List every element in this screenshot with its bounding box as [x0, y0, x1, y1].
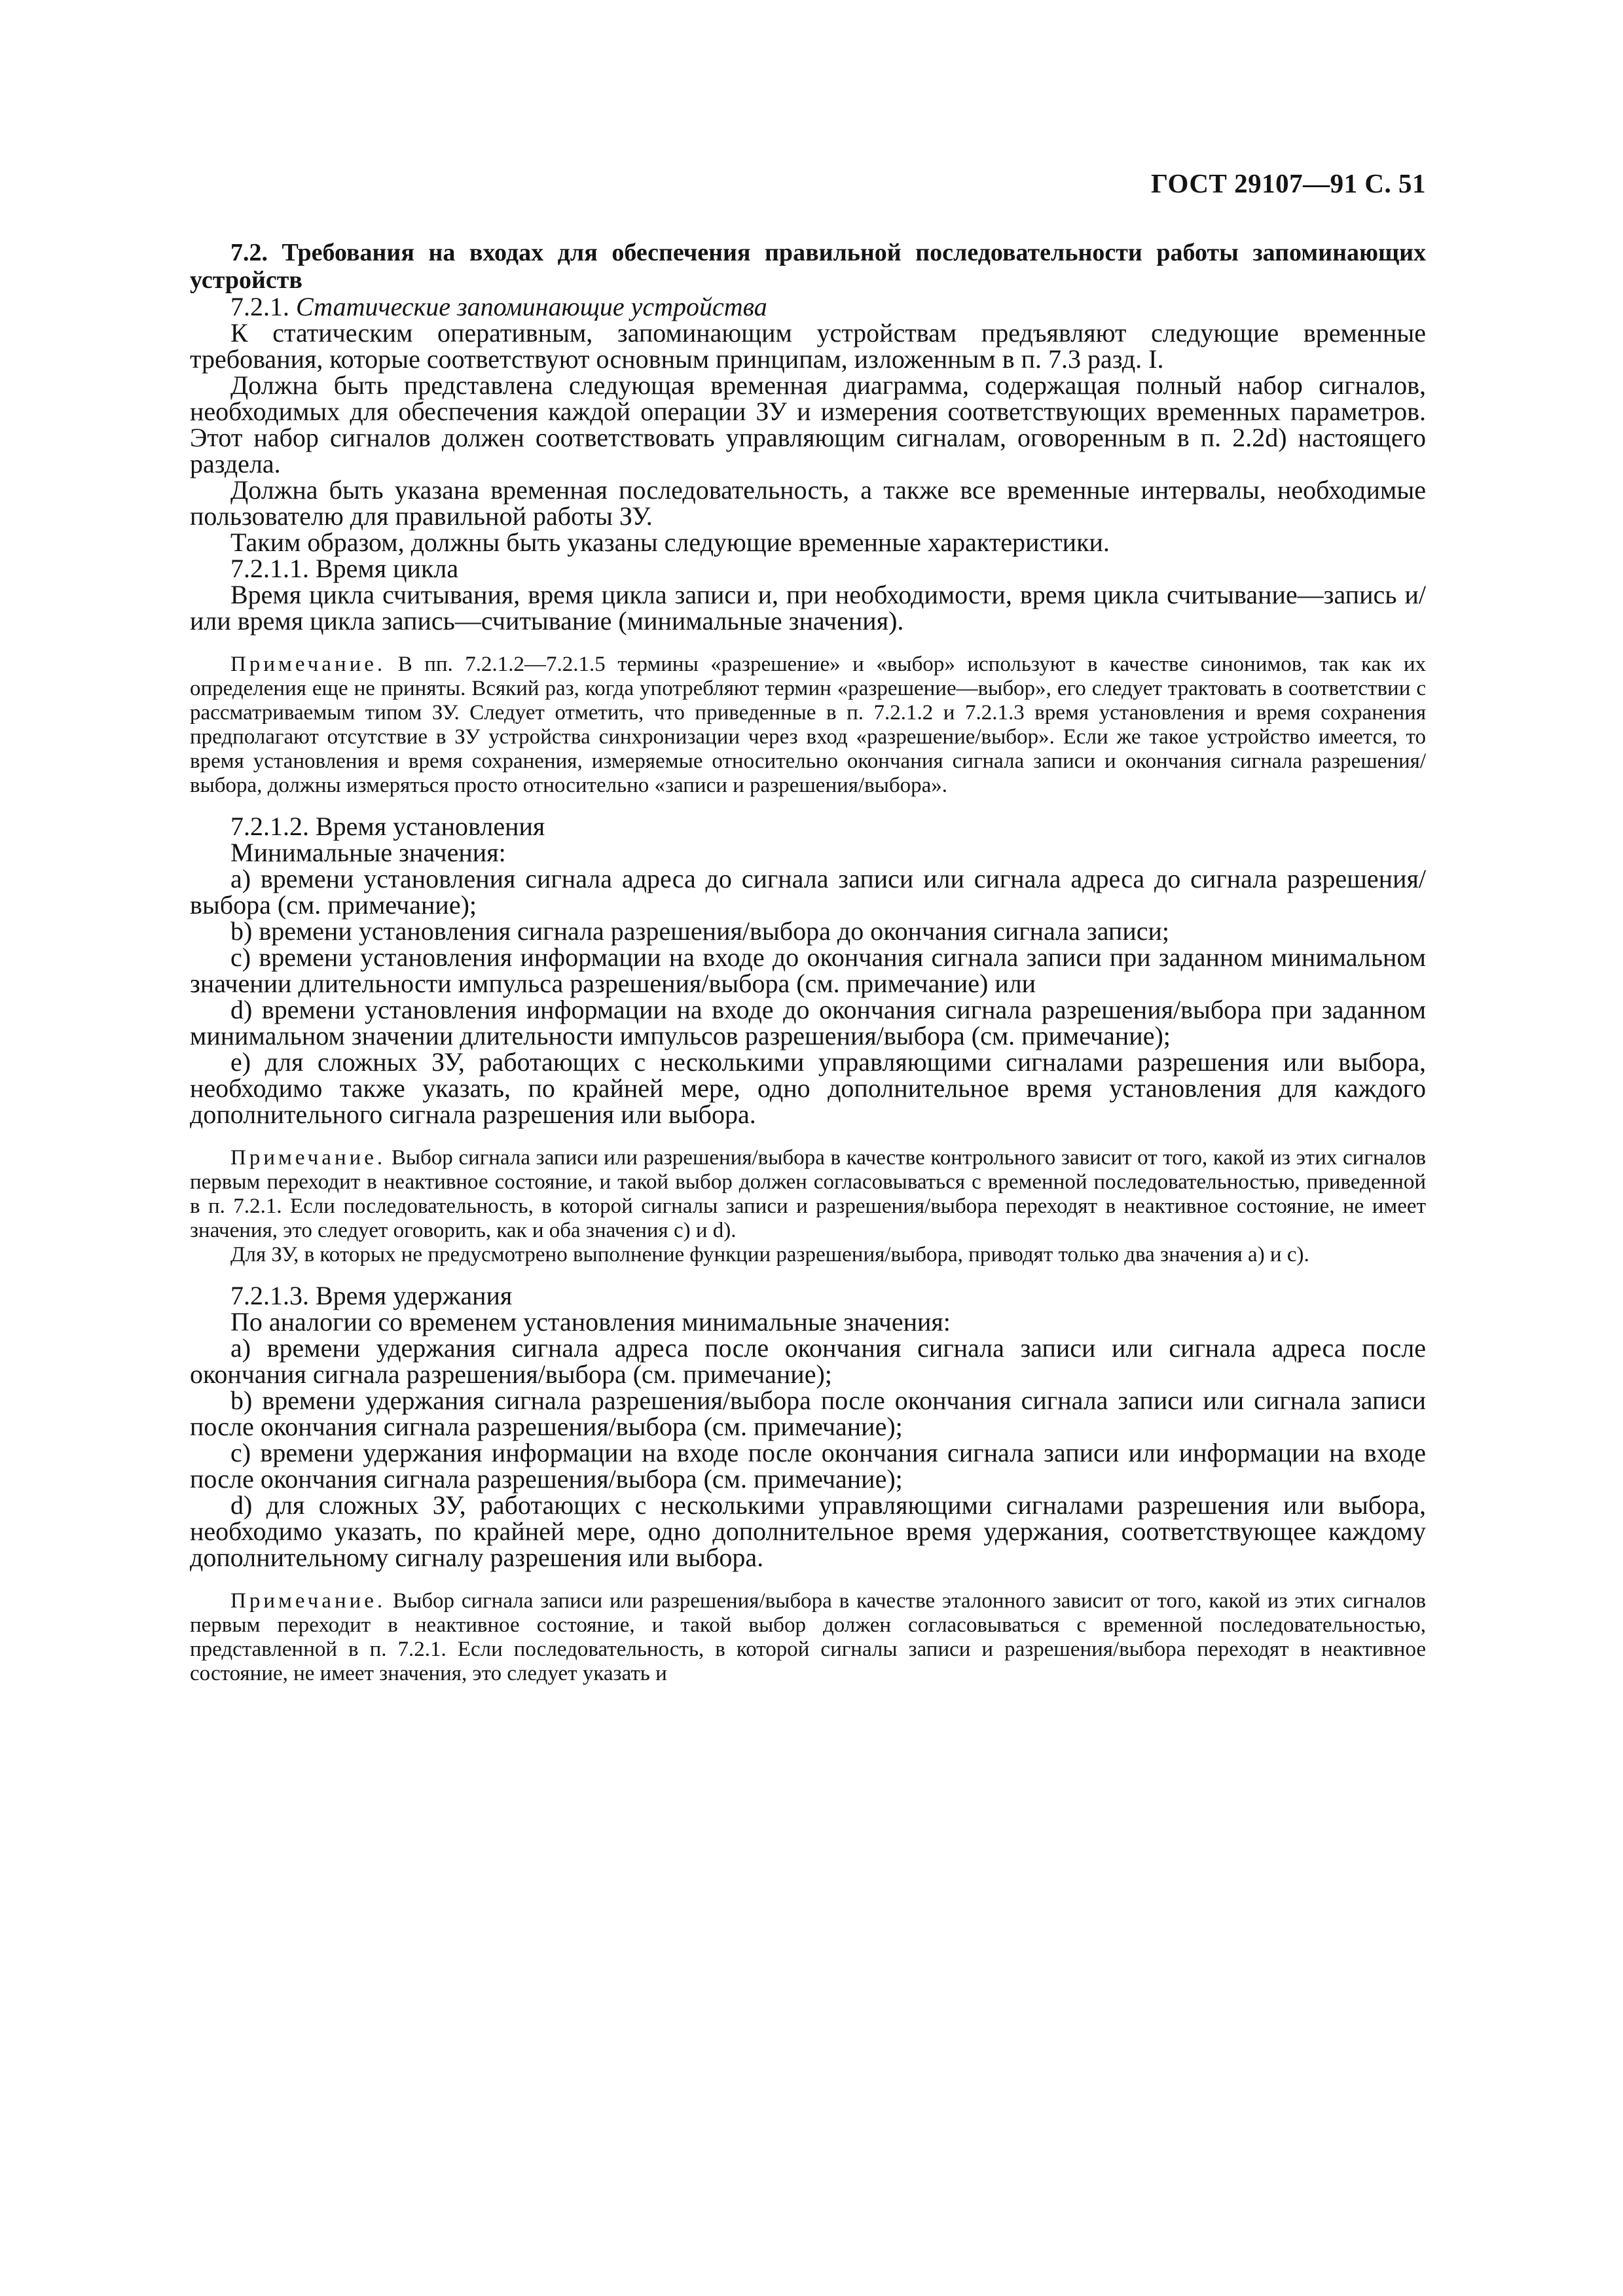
note — [190, 1146, 1426, 1243]
paragraph: Таким образом, должны быть указаны следующие временные характеристики. — [230, 528, 1110, 557]
note-continuation: Для ЗУ, в которых не предусмотрено выполнение функции разрешения/выбора, приводят только два значения а) и с). — [230, 1243, 1309, 1266]
paragraph: Должна быть указана временная последовательность, а также все временные интервалы, необходимые пользователю для правильной работы ЗУ. — [190, 475, 1426, 531]
list-item: b) времени удержания сигнала разрешения/выбора после окончания сигнала записи или сигнала записи после окончания сигнала разрешения/выбора (см. примечание); — [190, 1386, 1426, 1441]
note-lead: Примечание. — [230, 1146, 386, 1170]
paragraph: К статическим оперативным, запоминающим устройствам предъявляют следующие временные требования, которые соответствуют основным принципам, изложенным в п. 7.3 разд. I. — [190, 318, 1426, 374]
list-item: c) времени установления информации на входе до окончания сигнала записи при заданном минимальном значении длительности импульса разрешения/выбора (см. примечание) или — [190, 942, 1426, 998]
list-item: c) времени удержания информации на входе после окончания сигнала записи или информации на входе после окончания сигнала разрешения/выбора (см. примечание); — [190, 1438, 1426, 1494]
subsection-number: 7.2.1. — [230, 292, 289, 321]
list-item: d) для сложных ЗУ, работающих с несколькими управляющими сигналами разрешения или выбора, необходимо указать, по крайней мере, одно дополнительное время удержания, соответствующее каждому дополнительному сигналу разрешения или выбора. — [190, 1490, 1426, 1572]
list-item: a) времени установления сигнала адреса до сигнала записи или сигнала адреса до сигнала разрешения/выбора (см. примечание); — [190, 864, 1426, 920]
note-text: Выбор сигнала записи или разрешения/выбора в качестве эталонного зависит от того, какой из этих сигналов первым переходит в неактивное состояние, и такой выбор должен согласовываться с временной последовательностью, представленной в п. 7.2.1. Если последовательность, в которой сигналы записи и разрешения/выбора переходят в неактивное состояние, не имеет значения, это следует указать и — [190, 1589, 1427, 1685]
paragraph: Должна быть представлена следующая временная диаграмма, содержащая полный набор сигналов, необходимых для обеспечения каждой операции ЗУ и измерения соответствующих временных параметров. Этот набор сигналов должен соответствовать управляющим сигналам, оговоренным в п. 2.2d) настоящего раздела. — [190, 370, 1426, 478]
setup-time-heading: 7.2.1.2. Время установления — [230, 812, 545, 841]
list-intro: Минимальные значения: — [230, 838, 506, 867]
list-item: e) для сложных ЗУ, работающих с несколькими управляющими сигналами разрешения или выбора, необходимо также указать, по крайней мере, одно дополнительное время установления для каждого дополнительного сигнала разрешения или выбора. — [190, 1047, 1426, 1129]
subsection-heading — [190, 294, 1426, 320]
note-text: Выбор сигнала записи или разрешения/выбора в качестве контрольного зависит от того, какой из этих сигналов первым переходит в неактивное состояние, и такой выбор должен согласовываться с временной последовательностью, приведенной в п. 7.2.1. Если последовательность, в которой сигналы записи и разрешения/выбора переходят в неактивное состояние, не имеет значения, это следует оговорить, как и оба значения с) и d). — [190, 1146, 1427, 1242]
section-title: 7.2. Требования на входах для обеспечения правильной последовательности работы запоминающих устройств — [190, 239, 1426, 294]
list-item: b) времени установления сигнала разрешения/выбора до окончания сигнала записи; — [230, 916, 1170, 946]
running-head: ГОСТ 29107—91 С. 51 — [1150, 168, 1426, 198]
document-page — [190, 167, 1426, 1686]
list-intro: По аналогии со временем установления минимальные значения: — [230, 1307, 951, 1336]
cycle-time-heading: 7.2.1.1. Время цикла — [230, 554, 459, 583]
note-text: В пп. 7.2.1.2—7.2.1.5 термины «разрешение» и «выбор» используют в качестве синонимов, так как их определения еще не приняты. Всякий раз, когда употребляют термин «разрешение—выбор», его следует трактовать в соответствии с рассматриваемым типом ЗУ. Следует отметить, что приведенные в п. 7.2.1.2 и 7.2.1.3 время установления и время сохранения предполагают отсутствие в ЗУ устройства синхронизации через вход «разрешение/выбор». Если же такое устройство имеется, то время установления и время сохранения, измеряемые относительно окончания сигнала записи и окончания сигнала разрешения/выбора, должны измеряться просто относительно «записи и разрешения/выбора». — [190, 653, 1426, 797]
note-lead: Примечание. — [230, 653, 386, 676]
paragraph: Время цикла считывания, время цикла записи и, при необходимости, время цикла считывание—запись и/или время цикла запись—считывание (минимальные значения). — [190, 580, 1426, 636]
subsection-title: Статические запоминающие устройства — [296, 292, 767, 321]
list-item: d) времени установления информации на входе до окончания сигнала разрешения/выбора при заданном минимальном значении длительности импульсов разрешения/выбора (см. примечание); — [190, 995, 1426, 1050]
note-lead: Примечание. — [230, 1589, 386, 1613]
note — [190, 1589, 1426, 1686]
list-item: a) времени удержания сигнала адреса после окончания сигнала записи или сигнала адреса после окончания сигнала разрешения/выбора (см. примечание); — [190, 1333, 1426, 1389]
note — [190, 653, 1426, 798]
hold-time-heading: 7.2.1.3. Время удержания — [230, 1281, 513, 1310]
